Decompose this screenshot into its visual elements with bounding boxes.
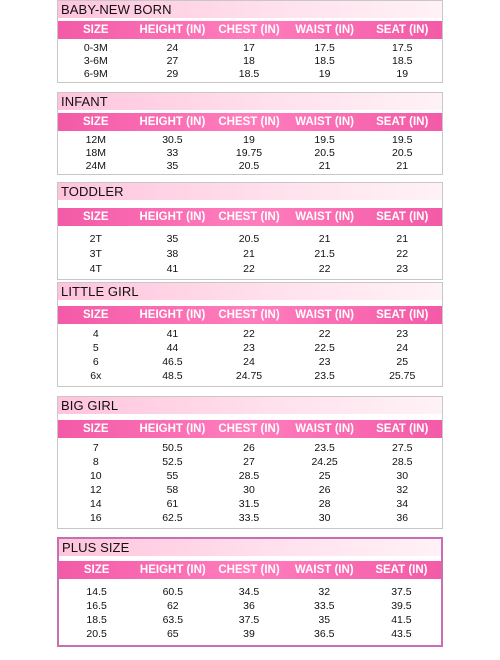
col-height: HEIGHT (IN) xyxy=(139,423,206,435)
cell-height: 61 xyxy=(166,498,179,510)
col-waist: WAIST (IN) xyxy=(295,211,354,223)
cell-height: 35 xyxy=(166,159,179,172)
cell-waist: 20.5 xyxy=(314,146,335,159)
cell-chest: 33.5 xyxy=(238,512,260,524)
table-row xyxy=(58,41,442,54)
cell-size: 6-9M xyxy=(83,67,108,80)
cell-size: 3-6M xyxy=(83,54,108,67)
cell-height: 27 xyxy=(166,54,179,67)
cell-seat: 23 xyxy=(396,328,409,340)
col-chest: CHEST (IN) xyxy=(218,309,280,321)
cell-chest: 31.5 xyxy=(238,498,260,510)
col-height: HEIGHT (IN) xyxy=(139,24,206,36)
cell-height: 24 xyxy=(166,41,179,54)
cell-size: 18M xyxy=(85,146,107,159)
cell-waist: 32 xyxy=(318,586,331,598)
section-title: TODDLER xyxy=(58,183,442,200)
cell-waist: 21 xyxy=(318,232,331,245)
cell-chest: 20.5 xyxy=(238,232,260,245)
cell-seat: 37.5 xyxy=(391,586,412,598)
cell-size: 16 xyxy=(89,512,102,524)
cell-seat: 19.5 xyxy=(391,133,413,146)
cell-size: 0-3M xyxy=(83,41,108,54)
cell-waist: 33.5 xyxy=(314,600,335,612)
cell-height: 62.5 xyxy=(162,512,183,524)
column-header-row xyxy=(58,306,442,324)
table-row xyxy=(59,613,441,627)
table-row xyxy=(58,146,442,159)
cell-chest: 17 xyxy=(243,41,255,54)
cell-size: 4 xyxy=(92,328,99,340)
cell-chest: 39 xyxy=(243,628,255,640)
col-seat: SEAT (IN) xyxy=(376,211,429,223)
cell-waist: 23.5 xyxy=(314,370,335,382)
cell-height: 48.5 xyxy=(162,370,183,382)
cell-waist: 22 xyxy=(318,262,331,275)
cell-seat: 34 xyxy=(396,498,409,510)
cell-seat: 23 xyxy=(396,262,409,275)
cell-seat: 25.75 xyxy=(389,370,416,382)
section-title: INFANT xyxy=(58,93,442,110)
cell-chest: 21 xyxy=(243,247,255,260)
cell-height: 38 xyxy=(166,247,179,260)
cell-size: 2T xyxy=(89,232,102,245)
cell-chest: 36 xyxy=(243,600,255,612)
table-row xyxy=(58,327,442,341)
cell-size: 24M xyxy=(85,159,107,172)
cell-size: 14.5 xyxy=(86,586,107,598)
cell-size: 16.5 xyxy=(86,600,107,612)
col-seat: SEAT (IN) xyxy=(375,564,428,576)
size-section-little-girl xyxy=(57,282,443,387)
cell-seat: 25 xyxy=(396,356,409,368)
cell-seat: 36 xyxy=(396,512,409,524)
cell-height: 30.5 xyxy=(162,133,183,146)
cell-height: 58 xyxy=(166,484,179,496)
size-section-toddler xyxy=(57,182,443,280)
cell-waist: 24.25 xyxy=(311,456,338,468)
cell-seat: 27.5 xyxy=(391,442,413,454)
table-row xyxy=(58,231,442,246)
cell-height: 50.5 xyxy=(162,442,183,454)
col-waist: WAIST (IN) xyxy=(295,309,354,321)
cell-seat: 20.5 xyxy=(391,146,413,159)
cell-height: 55 xyxy=(166,470,179,482)
table-row xyxy=(58,355,442,369)
cell-seat: 41.5 xyxy=(391,614,412,626)
column-header-row xyxy=(58,21,442,39)
cell-seat: 17.5 xyxy=(391,41,413,54)
section-title: BIG GIRL xyxy=(58,397,442,414)
cell-chest: 18 xyxy=(243,54,255,67)
cell-height: 44 xyxy=(166,342,179,354)
cell-waist: 23 xyxy=(318,356,331,368)
cell-chest: 30 xyxy=(243,484,255,496)
cell-height: 41 xyxy=(166,262,179,275)
col-waist: WAIST (IN) xyxy=(295,116,354,128)
cell-seat: 43.5 xyxy=(391,628,412,640)
cell-size: 3T xyxy=(89,247,102,260)
cell-waist: 19.5 xyxy=(314,133,335,146)
table-row xyxy=(59,599,441,613)
col-height: HEIGHT (IN) xyxy=(139,564,206,576)
table-row xyxy=(58,441,442,455)
cell-waist: 23.5 xyxy=(314,442,335,454)
col-size: SIZE xyxy=(83,309,109,321)
cell-height: 63.5 xyxy=(162,614,184,626)
cell-seat: 18.5 xyxy=(391,54,413,67)
cell-size: 4T xyxy=(89,262,102,275)
cell-size: 8 xyxy=(92,456,99,468)
cell-height: 46.5 xyxy=(162,356,183,368)
cell-size: 18.5 xyxy=(86,614,107,626)
table-row xyxy=(59,627,441,641)
col-waist: WAIST (IN) xyxy=(294,564,354,576)
cell-waist: 17.5 xyxy=(314,41,335,54)
col-size: SIZE xyxy=(83,24,109,36)
cell-size: 5 xyxy=(92,342,99,354)
col-chest: CHEST (IN) xyxy=(218,564,280,576)
cell-waist: 21.5 xyxy=(314,247,335,260)
table-row xyxy=(58,67,442,80)
cell-size: 20.5 xyxy=(86,628,107,640)
cell-height: 65 xyxy=(166,628,179,640)
cell-seat: 19 xyxy=(396,67,409,80)
section-title: BABY-NEW BORN xyxy=(58,1,442,18)
col-seat: SEAT (IN) xyxy=(376,309,429,321)
cell-seat: 32 xyxy=(396,484,409,496)
cell-chest: 28.5 xyxy=(238,470,260,482)
cell-waist: 30 xyxy=(318,512,331,524)
col-size: SIZE xyxy=(83,423,109,435)
col-seat: SEAT (IN) xyxy=(376,24,429,36)
cell-size: 6x xyxy=(90,370,102,382)
size-section-baby-new-born xyxy=(57,0,443,83)
cell-chest: 34.5 xyxy=(238,586,260,598)
cell-chest: 22 xyxy=(243,262,255,275)
cell-seat: 24 xyxy=(396,342,409,354)
cell-waist: 18.5 xyxy=(314,54,335,67)
table-row xyxy=(58,261,442,276)
table-row xyxy=(58,246,442,261)
cell-chest: 20.5 xyxy=(238,159,260,172)
col-seat: SEAT (IN) xyxy=(376,423,429,435)
cell-waist: 36.5 xyxy=(314,628,335,640)
cell-height: 33 xyxy=(166,146,179,159)
cell-waist: 21 xyxy=(318,159,331,172)
cell-seat: 30 xyxy=(396,470,409,482)
col-seat: SEAT (IN) xyxy=(376,116,429,128)
table-row xyxy=(58,455,442,469)
cell-seat: 39.5 xyxy=(391,600,412,612)
table-row xyxy=(59,585,441,599)
table-row xyxy=(58,511,442,525)
column-header-row xyxy=(58,113,442,131)
cell-size: 14 xyxy=(89,498,102,510)
column-header-row xyxy=(58,420,442,438)
col-waist: WAIST (IN) xyxy=(295,423,354,435)
cell-chest: 24.75 xyxy=(235,370,263,382)
table-row xyxy=(58,483,442,497)
cell-waist: 19 xyxy=(318,67,331,80)
cell-chest: 19 xyxy=(243,133,255,146)
size-section-plus-size xyxy=(57,537,443,647)
cell-size: 12 xyxy=(89,484,102,496)
cell-chest: 27 xyxy=(243,456,255,468)
cell-waist: 35 xyxy=(318,614,331,626)
cell-size: 6 xyxy=(92,356,99,368)
cell-waist: 25 xyxy=(318,470,331,482)
column-header-row xyxy=(58,208,442,226)
table-row xyxy=(58,469,442,483)
cell-chest: 24 xyxy=(243,356,255,368)
size-section-infant xyxy=(57,92,443,175)
cell-chest: 23 xyxy=(243,342,255,354)
col-waist: WAIST (IN) xyxy=(295,24,354,36)
cell-size: 10 xyxy=(89,470,102,482)
cell-size: 7 xyxy=(92,442,99,454)
cell-chest: 37.5 xyxy=(238,614,260,626)
cell-height: 41 xyxy=(166,328,179,340)
cell-waist: 28 xyxy=(318,498,331,510)
cell-waist: 22 xyxy=(318,328,331,340)
cell-size: 12M xyxy=(85,133,107,146)
cell-waist: 22.5 xyxy=(314,342,335,354)
table-row xyxy=(58,341,442,355)
col-chest: CHEST (IN) xyxy=(218,24,280,36)
cell-chest: 18.5 xyxy=(238,67,260,80)
cell-height: 60.5 xyxy=(162,586,184,598)
col-height: HEIGHT (IN) xyxy=(139,116,206,128)
col-chest: CHEST (IN) xyxy=(218,423,280,435)
cell-seat: 28.5 xyxy=(391,456,413,468)
size-section-big-girl xyxy=(57,396,443,529)
cell-seat: 21 xyxy=(396,232,409,245)
col-height: HEIGHT (IN) xyxy=(139,211,206,223)
table-row xyxy=(58,369,442,383)
cell-seat: 21 xyxy=(396,159,409,172)
cell-chest: 26 xyxy=(243,442,255,454)
col-chest: CHEST (IN) xyxy=(218,211,280,223)
section-title: LITTLE GIRL xyxy=(58,283,442,300)
table-row xyxy=(58,497,442,511)
col-size: SIZE xyxy=(83,564,110,576)
cell-height: 35 xyxy=(166,232,179,245)
column-header-row xyxy=(59,561,441,579)
cell-waist: 26 xyxy=(318,484,331,496)
col-height: HEIGHT (IN) xyxy=(139,309,206,321)
table-row xyxy=(58,54,442,67)
col-size: SIZE xyxy=(83,211,109,223)
col-size: SIZE xyxy=(83,116,109,128)
table-row xyxy=(58,159,442,172)
cell-height: 62 xyxy=(166,600,179,612)
col-chest: CHEST (IN) xyxy=(218,116,280,128)
cell-chest: 19.75 xyxy=(235,146,263,159)
cell-chest: 22 xyxy=(243,328,255,340)
cell-height: 52.5 xyxy=(162,456,183,468)
cell-seat: 22 xyxy=(396,247,409,260)
table-row xyxy=(58,133,442,146)
section-title: PLUS SIZE xyxy=(59,539,441,556)
cell-height: 29 xyxy=(166,67,179,80)
